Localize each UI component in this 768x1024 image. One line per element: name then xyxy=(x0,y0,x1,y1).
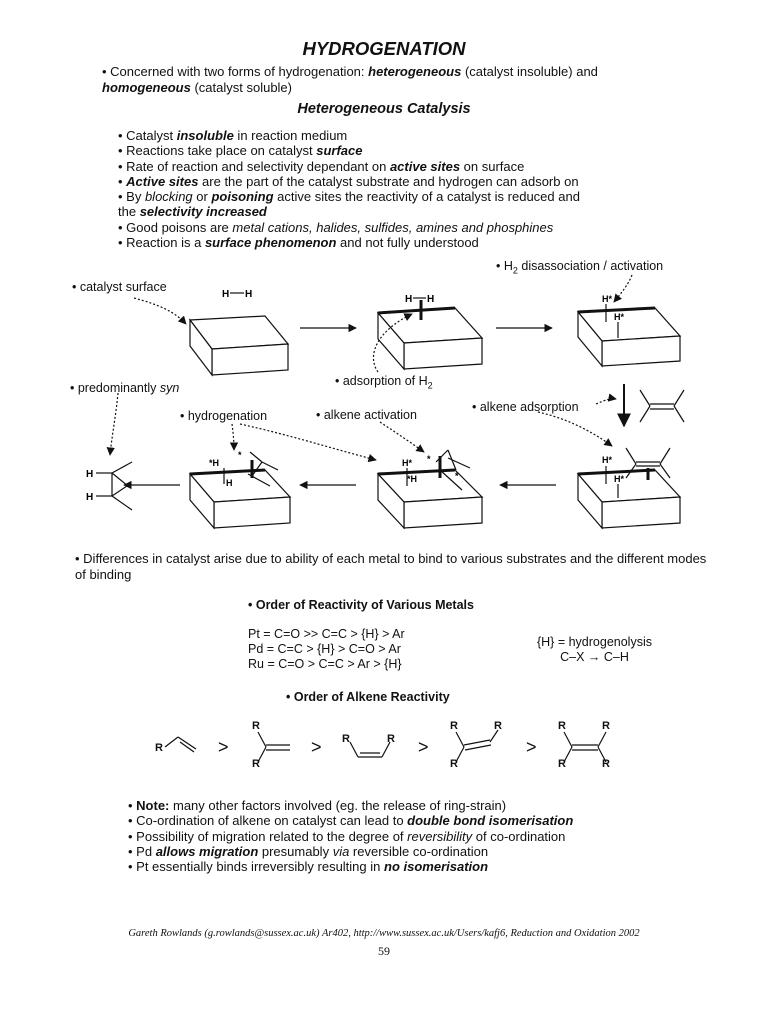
metal-pd: Pd = C=C > {H} > C=O > Ar xyxy=(248,642,401,656)
greater-than: > xyxy=(311,737,322,757)
r-group: R xyxy=(494,720,502,732)
note-item: • Possibility of migration related to the degree of reversibility of co-ordination xyxy=(128,828,566,844)
svg-text:H: H xyxy=(226,478,233,488)
bullet-item: • Rate of reaction and selectivity dependant on active sites on surface xyxy=(118,158,525,174)
svg-text:H*: H* xyxy=(614,312,625,322)
bullet-item: • Good poisons are metal cations, halides, sulfides, amines and phosphines xyxy=(118,219,554,235)
r-group: R xyxy=(558,758,566,770)
catalyst-box-1 xyxy=(190,316,288,375)
svg-text:*: * xyxy=(455,471,459,481)
bullet-item: the selectivity increased xyxy=(118,204,267,220)
label-hydrogenation: • hydrogenation xyxy=(180,409,268,423)
svg-text:H*: H* xyxy=(602,294,613,304)
bullet-item: • Active sites are the part of the catalyst substrate and hydrogen can adsorb on xyxy=(118,173,579,189)
svg-text:H: H xyxy=(86,492,94,503)
label-alkene-adsorption: • alkene adsorption xyxy=(472,400,579,414)
svg-text:*H: *H xyxy=(407,474,418,484)
svg-text:*: * xyxy=(427,454,431,464)
metal-ru: Ru = C=O > C=C > Ar > {H} xyxy=(248,657,402,671)
section-heading-heterogeneous: Heterogeneous Catalysis xyxy=(297,101,471,117)
note-item: • Note: many other factors involved (eg. the release of ring-strain) xyxy=(128,798,507,813)
greater-than: > xyxy=(418,737,429,757)
bullet-item: • Reaction is a surface phenomenon and not fully understood xyxy=(118,235,479,251)
r-group: R xyxy=(602,720,610,732)
svg-text:*: * xyxy=(238,450,242,460)
greater-than: > xyxy=(526,737,537,757)
label-alkene-activation: • alkene activation xyxy=(316,408,417,422)
greater-than: > xyxy=(218,737,229,757)
r-group: R xyxy=(155,742,163,754)
notes-list xyxy=(128,798,728,874)
svg-text:H: H xyxy=(427,294,435,305)
label-h2-dissociation: • $H_2$ disassociation / activation xyxy=(496,259,664,276)
page-number: 59 xyxy=(378,944,390,958)
svg-text:H*: H* xyxy=(614,474,625,484)
differences-paragraph: • Differences in catalyst arise due to ability of each metal to bind to various substrates and the different modes of binding xyxy=(75,551,707,582)
catalyst-box-4 xyxy=(190,470,290,528)
page-title: HYDROGENATION xyxy=(302,38,466,59)
metals-heading: • Order of Reactivity of Various Metals xyxy=(248,598,474,612)
note-item: • Pd allows migration presumably via reversible co-ordination xyxy=(128,843,489,859)
catalyst-box-3 xyxy=(578,308,680,366)
svg-text:H: H xyxy=(222,289,230,300)
footer-citation: Gareth Rowlands (g.rowlands@sussex.ac.uk) Ar402, http://www.sussex.ac.uk/Users/kafj6, Reduction and Oxidation 2002 xyxy=(128,928,640,939)
alkene-reactivity-diagram xyxy=(0,700,768,780)
label-adsorption: • adsorption of $H_2$ xyxy=(335,374,433,391)
r-group: R xyxy=(342,733,350,745)
note-item: • Co-ordination of alkene on catalyst can lead to double bond isomerisation xyxy=(128,813,574,829)
hydrogenolysis-note: {H} = hydrogenolysis C–X → C–H xyxy=(536,635,652,664)
label-predominantly-syn: • predominantly syn xyxy=(70,381,180,395)
bullet-item: • Catalyst insoluble in reaction medium xyxy=(118,128,348,143)
svg-text:H: H xyxy=(405,294,413,305)
catalyst-box-2 xyxy=(378,308,482,369)
r-group: R xyxy=(450,758,458,770)
metal-pt: Pt = C=O >> C=C > {H} > Ar xyxy=(248,627,405,641)
metals-reactivity xyxy=(248,627,405,672)
r-group: R xyxy=(252,758,260,770)
r-group: R xyxy=(450,720,458,732)
intro-paragraph: • Concerned with two forms of hydrogenation: heterogeneous (catalyst insoluble) and homogeneous (catalyst soluble) xyxy=(102,64,598,95)
svg-text:H: H xyxy=(245,289,253,300)
svg-text:*H: *H xyxy=(209,458,220,468)
catalyst-box-6 xyxy=(578,470,680,528)
bullet-item: • Reactions take place on catalyst surface xyxy=(118,143,363,159)
svg-text:H*: H* xyxy=(602,455,613,465)
catalyst-box-5 xyxy=(378,470,482,528)
r-group: R xyxy=(558,720,566,732)
r-group: R xyxy=(387,733,395,745)
svg-text:H: H xyxy=(86,469,94,480)
r-group: R xyxy=(602,758,610,770)
r-group: R xyxy=(252,720,260,732)
bullet-item: • By blocking or poisoning active sites the reactivity of a catalyst is reduced and xyxy=(118,189,580,205)
label-catalyst-surface: • catalyst surface xyxy=(72,280,167,294)
alkene-reactivity-heading: • Order of Alkene Reactivity xyxy=(286,690,450,704)
svg-text:H*: H* xyxy=(402,458,413,468)
note-item: • Pt essentially binds irreversibly resulting in no isomerisation xyxy=(128,859,489,875)
